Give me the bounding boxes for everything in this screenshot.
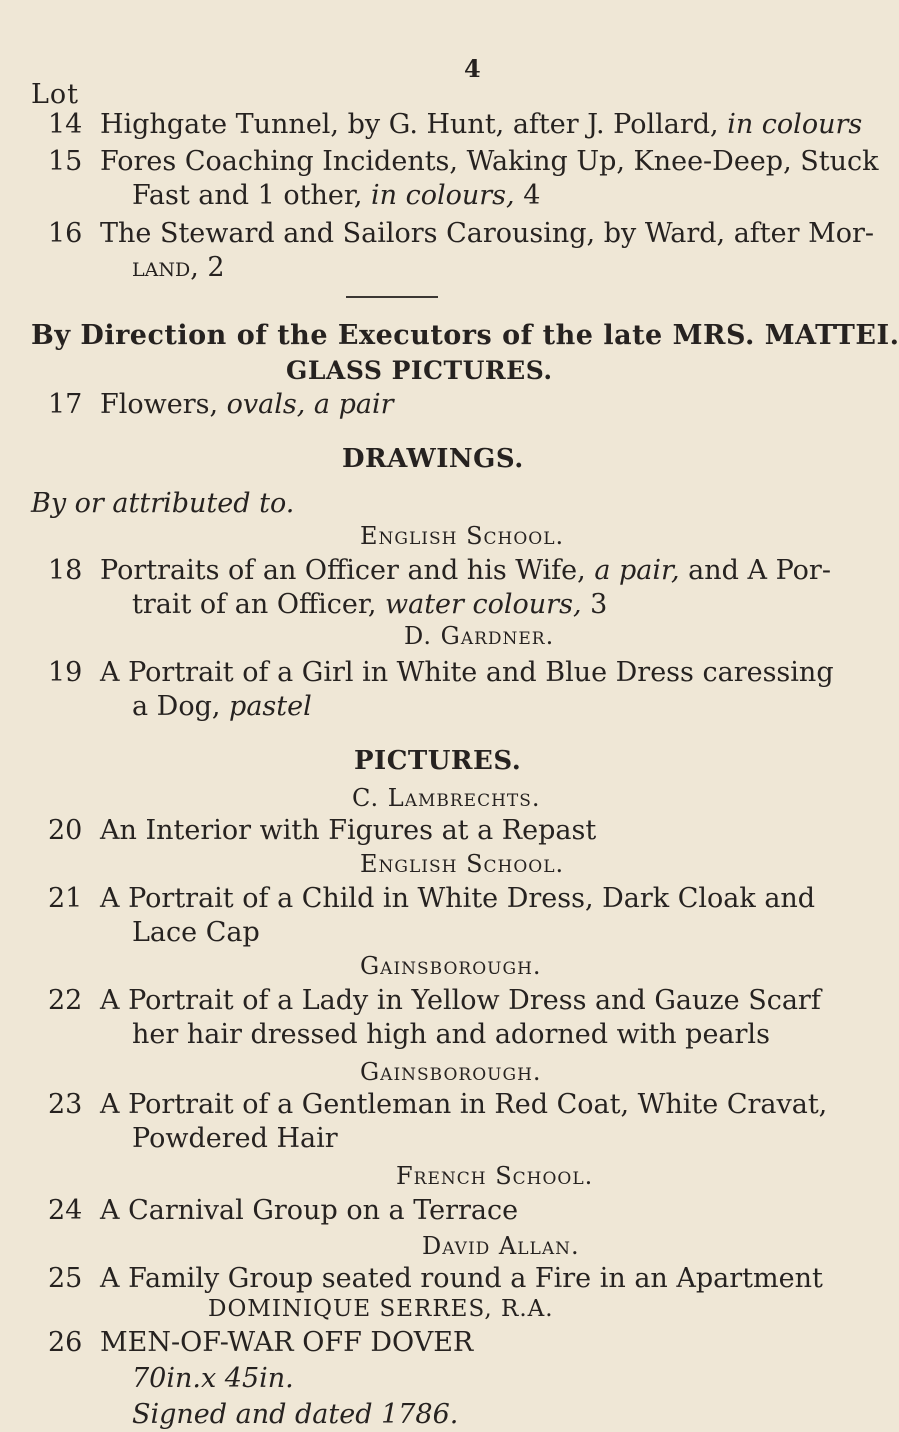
lot-quantity: 2 xyxy=(207,252,225,283)
lot-number: 24 xyxy=(48,1195,83,1226)
lot-title: A Portrait of a Lady in Yellow Dress and Gauze Scarf xyxy=(100,985,821,1016)
lot-number: 25 xyxy=(48,1263,83,1294)
lot-title-continued: Fast and 1 other, xyxy=(132,180,363,211)
artist-french-school: French School. xyxy=(396,1162,594,1190)
lot-signature-note: Signed and dated 1786. xyxy=(132,1399,459,1430)
lot-number: 20 xyxy=(48,815,83,846)
lot-quantity: 3 xyxy=(590,589,608,620)
lot-title: A Portrait of a Girl in White and Blue Dress caressing xyxy=(100,657,834,688)
artist-lambrechts: C. Lambrechts. xyxy=(352,784,541,812)
section-divider xyxy=(346,296,438,298)
artist-gardner: D. Gardner. xyxy=(404,622,555,650)
lot-number: 15 xyxy=(48,146,83,177)
artist-english-school: English School. xyxy=(360,850,565,878)
lot-detail: ovals, a pair xyxy=(226,389,394,420)
lot-medium: in colours xyxy=(727,109,863,140)
lot-title: Highgate Tunnel, by G. Hunt, after J. Pollard, xyxy=(100,109,719,140)
artist-english-school: English School. xyxy=(360,522,565,550)
lot-number: 23 xyxy=(48,1089,83,1120)
lot-dimensions: 70in.x 45in. xyxy=(132,1363,294,1394)
lot-number: 18 xyxy=(48,555,83,586)
lot-number: 21 xyxy=(48,883,83,914)
lot-title: A Portrait of a Child in White Dress, Dark Cloak and xyxy=(100,883,816,914)
artist-dominique-serres: DOMINIQUE SERRES, R.A. xyxy=(208,1296,554,1322)
page-number: 4 xyxy=(464,54,481,83)
artist-gainsborough: Gainsborough. xyxy=(360,1058,542,1086)
artist-gainsborough: Gainsborough. xyxy=(360,952,542,980)
lot-detail: a pair, xyxy=(594,555,680,586)
glass-pictures-heading: GLASS PICTURES. xyxy=(286,356,553,385)
lot-title: An Interior with Figures at a Repast xyxy=(100,815,597,846)
lot-title: Portraits of an Officer and his Wife, xyxy=(100,555,586,586)
lot-column-label: Lot xyxy=(31,79,80,110)
lot-medium: pastel xyxy=(229,691,312,722)
lot-number: 16 xyxy=(48,218,83,249)
lot-number: 19 xyxy=(48,657,83,688)
lot-number: 26 xyxy=(48,1327,83,1358)
lot-title: A Family Group seated round a Fire in an Apartment xyxy=(100,1263,823,1294)
lot-title-part2: and A Por- xyxy=(688,555,831,586)
lot-title: A Portrait of a Gentleman in Red Coat, White Cravat, xyxy=(100,1089,828,1120)
lot-title-continued: Powdered Hair xyxy=(132,1123,338,1154)
lot-number: 14 xyxy=(48,109,83,140)
direction-heading: By Direction of the Executors of the late MRS. MATTEI. xyxy=(31,320,899,351)
lot-title-continued: trait of an Officer, xyxy=(132,589,377,620)
lot-title-continued: Lace Cap xyxy=(132,917,260,948)
artist-david-allan: David Allan. xyxy=(422,1232,580,1260)
lot-title: Flowers, xyxy=(100,389,219,420)
lot-title: A Carnival Group on a Terrace xyxy=(100,1195,519,1226)
lot-number: 17 xyxy=(48,389,83,420)
lot-title-continued: a Dog, xyxy=(132,691,221,722)
lot-title-continued: her hair dressed high and adorned with pearls xyxy=(132,1019,770,1050)
lot-number: 22 xyxy=(48,985,83,1016)
lot-title: MEN-OF-WAR OFF DOVER xyxy=(100,1327,474,1358)
drawings-heading: DRAWINGS. xyxy=(342,444,524,474)
pictures-heading: PICTURES. xyxy=(354,746,522,776)
lot-title: Fores Coaching Incidents, Waking Up, Knee-Deep, Stuck xyxy=(100,146,879,177)
lot-medium: in colours, xyxy=(371,180,515,211)
lot-medium: water colours, xyxy=(385,589,582,620)
attribution-line: By or attributed to. xyxy=(31,488,295,519)
lot-title-continued: land, xyxy=(132,252,199,283)
lot-title: The Steward and Sailors Carousing, by Ward, after Mor- xyxy=(100,218,875,249)
lot-quantity: 4 xyxy=(523,180,541,211)
